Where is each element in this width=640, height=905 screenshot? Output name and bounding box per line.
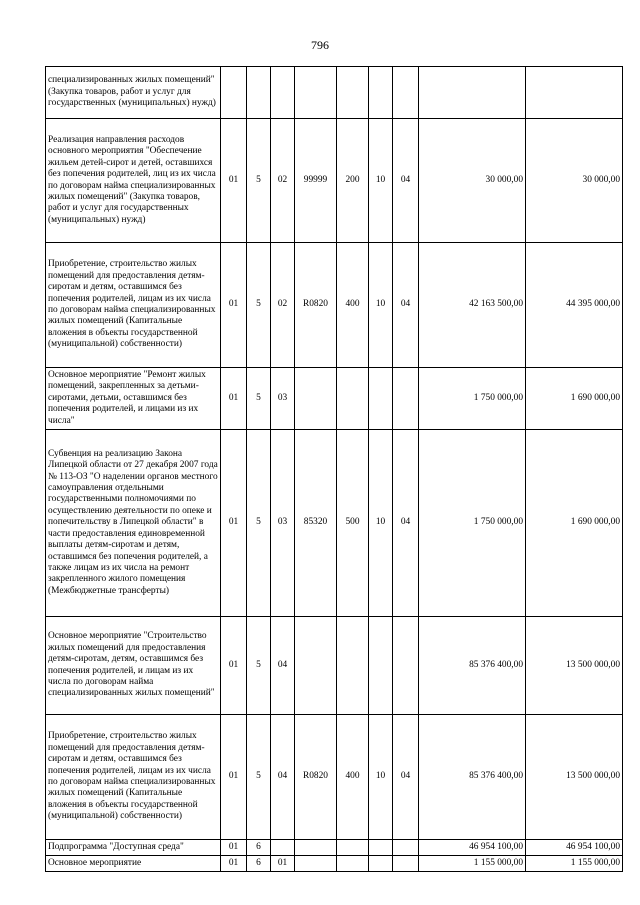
code-cell: 01 [221,119,247,243]
amount-cell: 44 395 000,00 [526,243,623,368]
table-row [46,715,623,840]
code-cell: 10 [369,119,393,243]
code-cell [393,67,419,119]
code-cell: 04 [393,119,419,243]
row-name: Основное мероприятие "Строительство жилых помещений для предоставления детям-сиротам, детям, оставшимся без попечения родителей, и лицам из их числа по договорам найма специализированных жилых помещений" [46,617,221,715]
code-cell [369,368,393,430]
code-cell: 400 [337,715,369,840]
code-cell [393,368,419,430]
row-name: Основное мероприятие "Ремонт жилых помещений, закрепленных за детьми-сиротами, детьми, оставшимся без попечения родителей, и лицами из их числа" [46,368,221,430]
amount-cell: 1 750 000,00 [419,430,526,617]
page-number: 796 [311,38,329,52]
code-cell: 500 [337,430,369,617]
code-cell: 5 [247,430,271,617]
code-cell: 01 [271,856,295,872]
row-name: Подпрограмма "Доступная среда" [46,840,221,856]
code-cell: 6 [247,840,271,856]
code-cell: 01 [221,368,247,430]
amount-cell: 85 376 400,00 [419,715,526,840]
amount-cell: 46 954 100,00 [419,840,526,856]
code-cell: 5 [247,368,271,430]
row-name: Реализация направления расходов основного мероприятия "Обеспечение жильем детей-сирот и детей, оставшихся без попечения родителей, лиц из их числа по договорам найма специализированных жилых помещений" (Закупка товаров, работ и услуг для государственных (муниципальных) нужд) [46,119,221,243]
amount-cell: 85 376 400,00 [419,617,526,715]
row-name: Приобретение, строительство жилых помещений для предоставления детям-сиротам и детям, оставшимся без попечения родителей, лицам из их числа по договорам найма специализированных жилых помещений (Капитальные вложения в объекты государственной (муниципальной) собственности) [46,715,221,840]
code-cell: 400 [337,243,369,368]
code-cell [393,617,419,715]
code-cell [369,856,393,872]
code-cell: 01 [221,856,247,872]
code-cell [271,67,295,119]
code-cell: 01 [221,243,247,368]
amount-cell: 13 500 000,00 [526,617,623,715]
code-cell: 01 [221,617,247,715]
code-cell: 5 [247,715,271,840]
table-row [46,67,623,119]
code-cell: 01 [221,430,247,617]
code-cell [295,617,337,715]
code-cell: R0820 [295,243,337,368]
code-cell: 85320 [295,430,337,617]
amount-cell: 1 155 000,00 [419,856,526,872]
code-cell: 10 [369,243,393,368]
code-cell: 5 [247,243,271,368]
amount-cell: 1 690 000,00 [526,368,623,430]
code-cell: 99999 [295,119,337,243]
code-cell: 02 [271,119,295,243]
code-cell [295,840,337,856]
code-cell: 6 [247,856,271,872]
row-name: Приобретение, строительство жилых помещений для предоставления детям-сиротам и детям, оставшимся без попечения родителей, лицам из их числа по договорам найма специализированных жилых помещений (Капитальные вложения в объекты государственной (муниципальной) собственности) [46,243,221,368]
code-cell: 10 [369,430,393,617]
table-row [46,119,623,243]
code-cell [337,840,369,856]
code-cell [337,368,369,430]
code-cell [247,67,271,119]
code-cell: 04 [271,715,295,840]
amount-cell: 46 954 100,00 [526,840,623,856]
row-name: Субвенция на реализацию Закона Липецкой области от 27 декабря 2007 года № 113-ОЗ "О наделении органов местного самоуправления отдельными государственными полномочиями по осуществлению деятельности по опеке и попечительству в Липецкой области" в части предоставления единовременной выплаты детям-сиротам и детям, оставшимся без попечения родителей, а также лицам из их числа на ремонт закрепленного жилого помещения (Межбюджетные трансферты) [46,430,221,617]
table-row [46,368,623,430]
code-cell: 04 [393,715,419,840]
code-cell [337,67,369,119]
table-row [46,243,623,368]
code-cell [271,840,295,856]
code-cell [295,856,337,872]
code-cell: 04 [271,617,295,715]
code-cell: 04 [393,430,419,617]
code-cell [393,840,419,856]
code-cell: 5 [247,617,271,715]
code-cell [295,368,337,430]
code-cell [295,67,337,119]
amount-cell: 42 163 500,00 [419,243,526,368]
code-cell [369,67,393,119]
code-cell: 03 [271,368,295,430]
amount-cell: 30 000,00 [419,119,526,243]
table-row [46,856,623,872]
code-cell [221,67,247,119]
code-cell: 10 [369,715,393,840]
code-cell [337,856,369,872]
code-cell: 01 [221,715,247,840]
amount-cell [419,67,526,119]
table-row [46,617,623,715]
code-cell: R0820 [295,715,337,840]
code-cell: 5 [247,119,271,243]
code-cell [369,840,393,856]
amount-cell: 1 155 000,00 [526,856,623,872]
code-cell: 03 [271,430,295,617]
amount-cell [526,67,623,119]
amount-cell: 30 000,00 [526,119,623,243]
amount-cell: 1 750 000,00 [419,368,526,430]
code-cell: 01 [221,840,247,856]
table-row [46,840,623,856]
row-name: Основное мероприятие [46,856,221,872]
code-cell: 200 [337,119,369,243]
amount-cell: 13 500 000,00 [526,715,623,840]
code-cell [369,617,393,715]
amount-cell: 1 690 000,00 [526,430,623,617]
code-cell [393,856,419,872]
budget-table [45,66,623,872]
code-cell [337,617,369,715]
table-row [46,430,623,617]
code-cell: 04 [393,243,419,368]
row-name: специализированных жилых помещений" (Закупка товаров, работ и услуг для государственных (муниципальных) нужд) [46,67,221,119]
code-cell: 02 [271,243,295,368]
